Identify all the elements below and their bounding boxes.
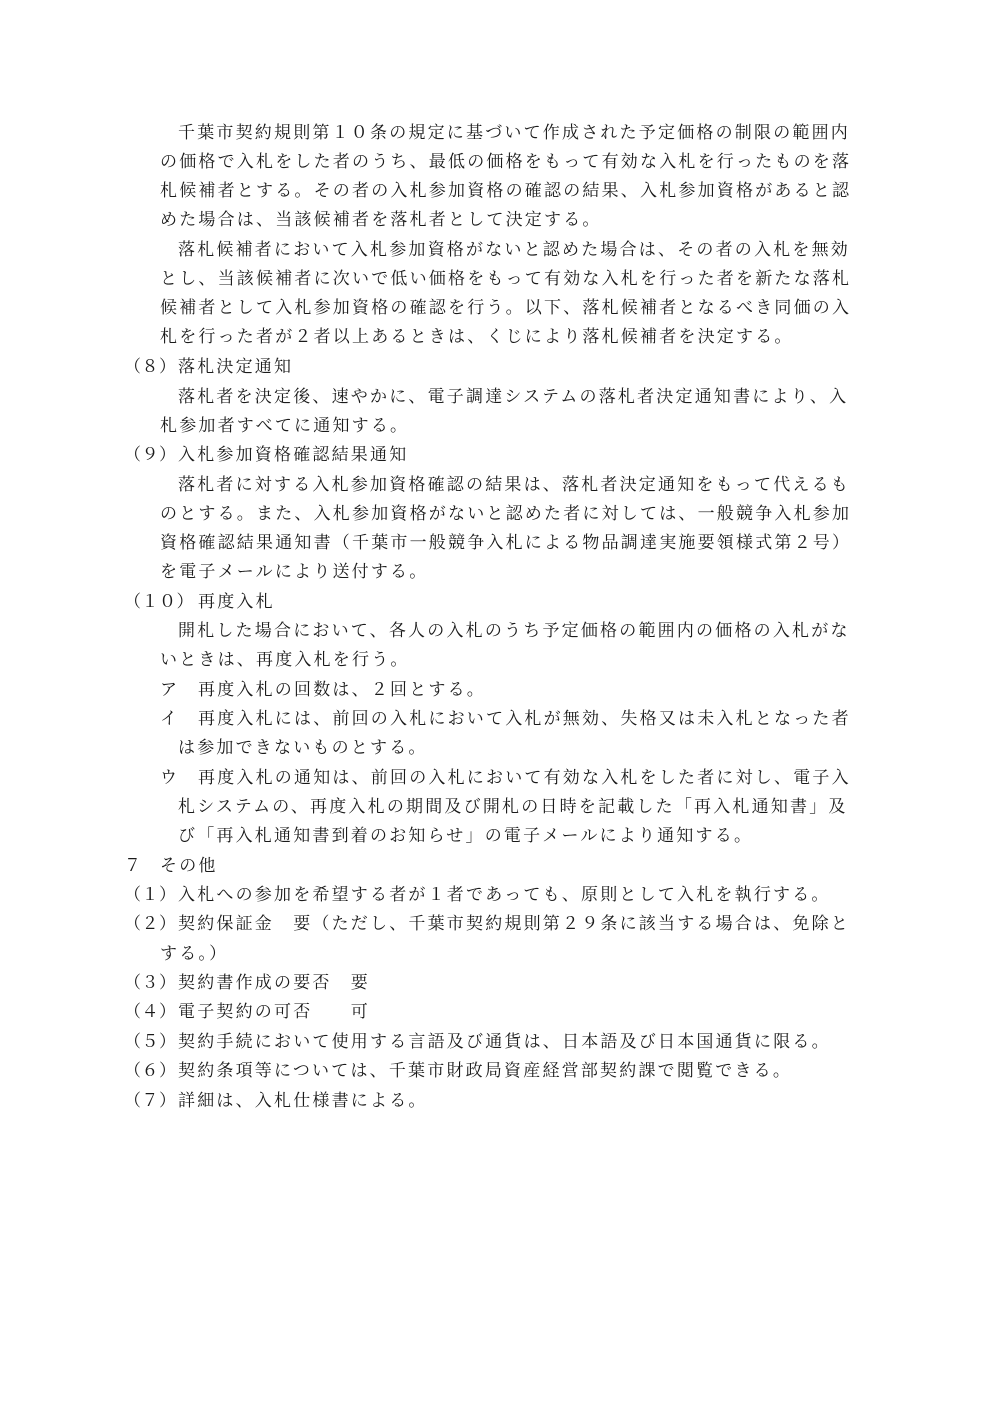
section-10-item-i-mark: イ bbox=[160, 709, 180, 729]
section-10-item-a-text: 再度入札の回数は、２回とする。 bbox=[198, 680, 486, 700]
section-10-item-i-line-2: は参加できないものとする。 bbox=[178, 738, 428, 758]
section-7-item-1-text: 入札への参加を希望する者が１者であっても、原則として入札を執行する。 bbox=[178, 885, 831, 905]
section-7-number: ７ bbox=[124, 856, 142, 876]
section-8-body-line-1: 落札者を決定後、速やかに、電子調達システムの落札者決定通知書により、入 bbox=[178, 387, 849, 407]
intro-p2-line-3: 候補者として入札参加資格の確認を行う。以下、落札候補者となるべき同価の入 bbox=[160, 298, 852, 318]
section-8-body-line-2: 札参加者すべてに通知する。 bbox=[160, 416, 410, 436]
intro-p1-line-4: めた場合は、当該候補者を落札者として決定する。 bbox=[160, 210, 602, 230]
section-7-item-2-text: 契約保証金 要（ただし、千葉市契約規則第２９条に該当する場合は、免除と bbox=[178, 914, 850, 934]
intro-p2-line-2: とし、当該候補者に次いで低い価格をもって有効な入札を行った者を新たな落札 bbox=[160, 269, 852, 289]
section-7-item-1-number: （１） bbox=[124, 885, 177, 905]
section-7-item-3-text: 契約書作成の要否 要 bbox=[178, 973, 370, 993]
section-7-item-6-number: （６） bbox=[124, 1061, 177, 1081]
intro-p1-line-3: 札候補者とする。その者の入札参加資格の確認の結果、入札参加資格があると認 bbox=[160, 181, 852, 201]
section-7-item-4-number: （４） bbox=[124, 1002, 177, 1022]
section-7-item-7-text: 詳細は、入札仕様書による。 bbox=[178, 1091, 428, 1111]
section-9-title: 入札参加資格確認結果通知 bbox=[178, 445, 409, 465]
intro-p2-line-1: 落札候補者において入札参加資格がないと認めた場合は、その者の入札を無効 bbox=[178, 240, 850, 260]
section-10-number: （１０） bbox=[124, 592, 194, 612]
section-9-body-line-3: 資格確認結果通知書（千葉市一般競争入札による物品調達実施要領様式第２号） bbox=[160, 533, 852, 553]
section-7-item-5-number: （５） bbox=[124, 1032, 177, 1052]
section-8-title: 落札決定通知 bbox=[178, 357, 294, 377]
section-7-item-2-continuation: する。） bbox=[160, 944, 229, 964]
intro-p2-line-4: 札を行った者が２者以上あるときは、くじにより落札候補者を決定する。 bbox=[160, 327, 794, 347]
section-9-body-line-4: を電子メールにより送付する。 bbox=[160, 562, 429, 582]
section-7-item-3-number: （３） bbox=[124, 973, 177, 993]
section-7-item-7-number: （７） bbox=[124, 1091, 177, 1111]
section-10-item-u-line-2: 札システムの、再度入札の期間及び開札の日時を記載した「再入札通知書」及 bbox=[178, 797, 848, 817]
section-7-item-2-number: （２） bbox=[124, 914, 177, 934]
section-9-number: （９） bbox=[124, 445, 177, 465]
section-7-item-4-text: 電子契約の可否 可 bbox=[178, 1002, 370, 1022]
section-10-item-u-line-3: び「再入札通知書到着のお知らせ」の電子メールにより通知する。 bbox=[178, 826, 754, 846]
intro-p1-line-2: の価格で入札をした者のうち、最低の価格をもって有効な入札を行ったものを落 bbox=[160, 152, 852, 172]
section-10-item-u-mark: ウ bbox=[160, 768, 180, 788]
section-8-number: （８） bbox=[124, 357, 177, 377]
section-10-body-line-2: いときは、再度入札を行う。 bbox=[160, 650, 410, 670]
section-7-item-6-text: 契約条項等については、千葉市財政局資産経営部契約課で閲覧できる。 bbox=[178, 1061, 793, 1081]
section-10-body-line-1: 開札した場合において、各人の入札のうち予定価格の範囲内の価格の入札がな bbox=[178, 621, 850, 641]
section-10-title: 再度入札 bbox=[198, 592, 275, 612]
section-10-item-i-line-1: 再度入札には、前回の入札において入札が無効、失格又は未入札となった者 bbox=[198, 709, 851, 729]
section-10-item-u-line-1: 再度入札の通知は、前回の入札において有効な入札をした者に対し、電子入 bbox=[198, 768, 851, 788]
section-9-body-line-1: 落札者に対する入札参加資格確認の結果は、落札者決定通知をもって代えるも bbox=[178, 475, 850, 495]
section-7-title: その他 bbox=[160, 856, 218, 876]
section-10-item-a-mark: ア bbox=[160, 680, 180, 700]
section-7-item-5-text: 契約手続において使用する言語及び通貨は、日本語及び日本国通貨に限る。 bbox=[178, 1032, 831, 1052]
section-9-body-line-2: のとする。また、入札参加資格がないと認めた者に対しては、一般競争入札参加 bbox=[160, 504, 852, 524]
intro-p1-line-1: 千葉市契約規則第１０条の規定に基づいて作成された予定価格の制限の範囲内 bbox=[178, 123, 850, 143]
